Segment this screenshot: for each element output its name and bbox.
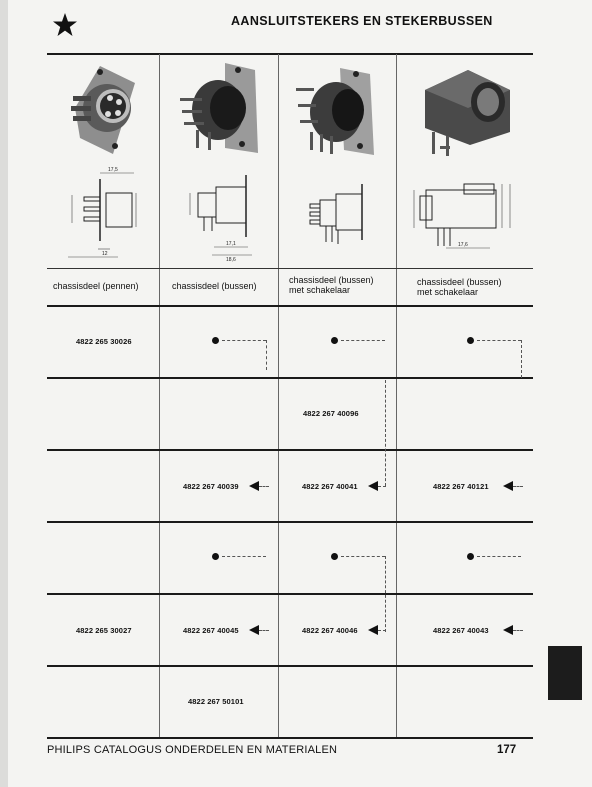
connector-photo-pins <box>55 58 155 158</box>
part-number: 4822 267 40039 <box>183 482 239 491</box>
row-rule <box>47 665 533 667</box>
connection-dot <box>212 553 219 560</box>
part-number: 4822 267 50101 <box>188 697 244 706</box>
section-tab <box>548 646 582 700</box>
column-divider <box>159 54 160 737</box>
column-divider <box>278 54 279 737</box>
connection-line <box>341 340 385 341</box>
connector-photo-sockets <box>170 58 270 158</box>
row-rule <box>47 305 533 307</box>
connector-drawing-sockets-switch <box>290 180 390 266</box>
arrow-icon <box>249 481 259 491</box>
connection-line <box>378 630 386 631</box>
connection-line <box>259 630 269 631</box>
connection-line <box>222 556 266 557</box>
connection-line <box>341 556 385 557</box>
part-number: 4822 267 40041 <box>302 482 358 491</box>
column-header-line: chassisdeel (bussen) <box>417 277 502 287</box>
dimension-label: 17,1 <box>226 241 236 247</box>
part-number: 4822 267 40096 <box>303 409 359 418</box>
connection-line <box>385 380 386 486</box>
column-header-3 <box>289 275 374 295</box>
connection-line <box>266 340 267 370</box>
connection-line <box>378 486 386 487</box>
arrow-icon <box>249 625 259 635</box>
connector-drawing-sockets <box>168 165 272 265</box>
part-number: 4822 267 40045 <box>183 626 239 635</box>
column-header-line: chassisdeel (bussen) <box>172 281 257 291</box>
column-header-4 <box>417 277 502 297</box>
column-header-2 <box>172 281 257 291</box>
connection-dot <box>212 337 219 344</box>
connection-line <box>477 556 521 557</box>
dimension-label: 12 <box>102 251 108 257</box>
part-number: 4822 267 40046 <box>302 626 358 635</box>
arrow-icon <box>503 625 513 635</box>
column-header-line: chassisdeel (bussen) <box>289 275 374 285</box>
column-header-line: met schakelaar <box>417 287 479 297</box>
connection-dot <box>331 553 338 560</box>
connection-line <box>521 340 522 378</box>
connector-photo-pcb <box>410 60 520 160</box>
row-rule <box>47 268 533 269</box>
connection-line <box>259 486 269 487</box>
connection-line <box>477 340 521 341</box>
arrow-icon <box>368 625 378 635</box>
footer-text: PHILIPS CATALOGUS ONDERDELEN EN MATERIALEN <box>47 744 338 756</box>
row-rule <box>47 593 533 595</box>
column-header-line: met schakelaar <box>289 285 351 295</box>
dimension-label: 17,5 <box>108 167 118 173</box>
dimension-label: 17,6 <box>458 242 468 248</box>
row-rule <box>47 521 533 523</box>
arrow-icon <box>503 481 513 491</box>
connection-line <box>222 340 266 341</box>
page-number: 177 <box>497 744 517 756</box>
part-number: 4822 267 40121 <box>433 482 489 491</box>
column-divider <box>396 54 397 737</box>
connector-drawing-pins <box>58 165 154 265</box>
connector-drawing-pcb <box>410 170 522 265</box>
arrow-icon <box>368 481 378 491</box>
column-header-line: chassisdeel (pennen) <box>53 281 139 291</box>
part-number: 4822 265 30027 <box>76 626 132 635</box>
connection-dot <box>331 337 338 344</box>
connection-dot <box>467 337 474 344</box>
connection-dot <box>467 553 474 560</box>
connection-line <box>513 486 523 487</box>
connection-line <box>385 556 386 632</box>
bottom-rule <box>47 737 533 739</box>
page-edge <box>0 0 8 787</box>
star-icon <box>52 12 78 38</box>
page-title: AANSLUITSTEKERS EN STEKERBUSSEN <box>231 14 493 28</box>
row-rule <box>47 377 533 379</box>
dimension-label: 18,6 <box>226 257 236 263</box>
part-number: 4822 265 30026 <box>76 337 132 346</box>
column-header-1 <box>53 281 139 291</box>
row-rule <box>47 449 533 451</box>
connection-line <box>513 630 523 631</box>
connector-photo-sockets-switch <box>288 60 388 160</box>
part-number: 4822 267 40043 <box>433 626 489 635</box>
top-rule <box>47 53 533 55</box>
